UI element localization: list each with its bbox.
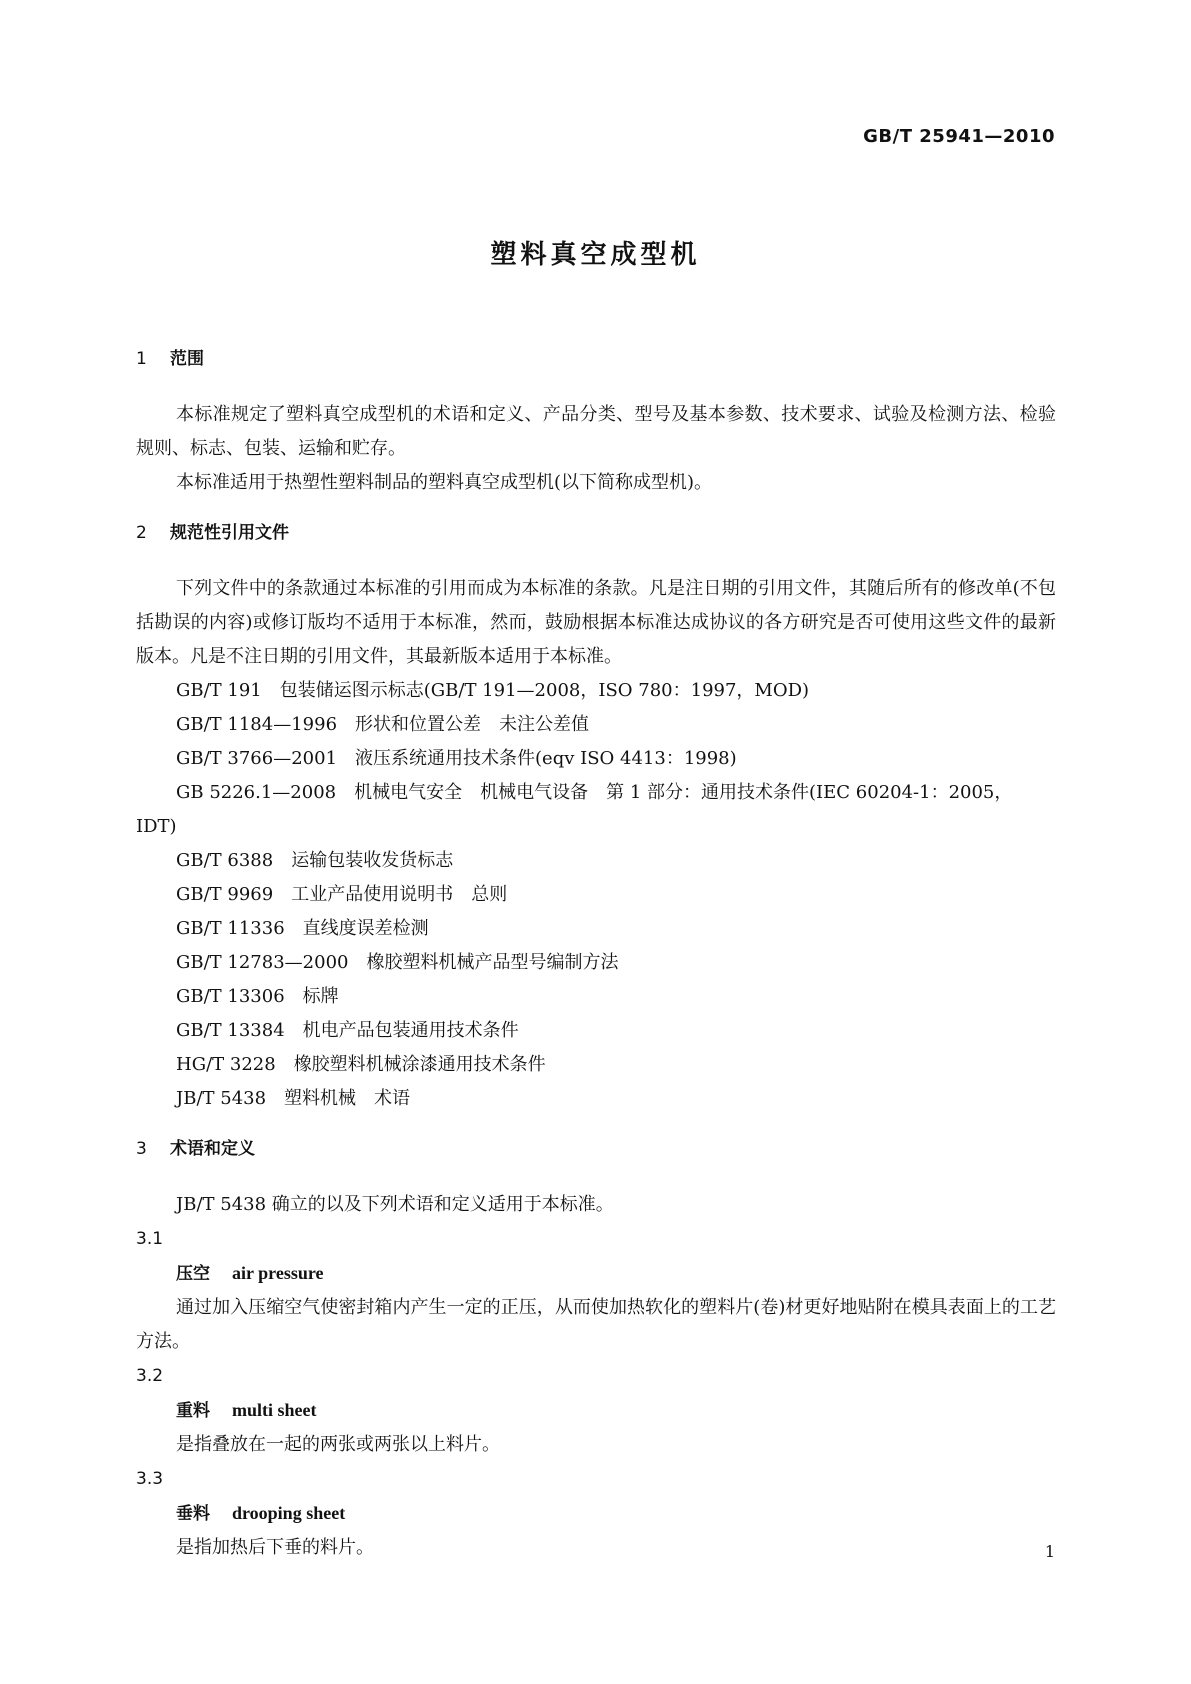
reference-code: GB/T 9969: [176, 884, 274, 905]
reference-title: 橡胶塑料机械涂漆通用技术条件: [293, 1054, 546, 1075]
reference-title: 机电产品包装通用技术条件: [302, 1020, 519, 1041]
reference-title: 液压系统通用技术条件(eqv ISO 4413：1998): [355, 748, 737, 769]
term-zh: 压空: [176, 1264, 210, 1284]
section-number: 3: [136, 1139, 147, 1159]
reference-item: [136, 776, 1056, 810]
reference-code: GB/T 13306: [176, 986, 285, 1007]
reference-title: 工业产品使用说明书 总则: [291, 884, 508, 905]
reference-code: GB/T 1184—1996: [176, 714, 338, 735]
reference-code: GB/T 11336: [176, 918, 285, 939]
paragraph: 本标准规定了塑料真空成型机的术语和定义、产品分类、型号及基本参数、技术要求、试验及检测方法、检验规则、标志、包装、运输和贮存。: [136, 404, 1056, 459]
reference-code: JB/T 5438: [176, 1088, 267, 1109]
section-heading-normative-references: [136, 516, 1056, 550]
reference-title: 塑料机械 术语: [284, 1088, 411, 1109]
reference-title: 形状和位置公差 未注公差值: [355, 714, 590, 735]
section-number: 2: [136, 523, 147, 543]
term-en: drooping sheet: [232, 1503, 346, 1523]
reference-item: [136, 912, 1056, 946]
paragraph: 本标准适用于热塑性塑料制品的塑料真空成型机(以下简称成型机)。: [176, 472, 713, 493]
paragraph: JB/T 5438 确立的以及下列术语和定义适用于本标准。: [176, 1194, 614, 1215]
reference-title: 包装储运图示标志(GB/T 191—2008，ISO 780：1997，MOD): [279, 680, 810, 701]
reference-item: [136, 1014, 1056, 1048]
term-zh: 重料: [176, 1401, 210, 1421]
term-heading: [136, 1256, 1056, 1291]
document-title: 塑料真空成型机: [490, 240, 701, 270]
reference-code: GB/T 3766—2001: [176, 748, 338, 769]
term-en: multi sheet: [232, 1400, 317, 1420]
section-heading-terms-definitions: [136, 1132, 1056, 1166]
reference-title: 橡胶塑料机械产品型号编制方法: [366, 952, 619, 973]
paragraph: 下列文件中的条款通过本标准的引用而成为本标准的条款。凡是注日期的引用文件，其随后所有的修改单(不包括勘误的内容)或修订版均不适用于本标准，然而，鼓励根据本标准达成协议的各方研究是否可使用这些文件的最新版本。凡是不注日期的引用文件，其最新版本适用于本标准。: [136, 578, 1056, 667]
reference-item: [136, 742, 1056, 776]
reference-item: [136, 1082, 1056, 1116]
term-number: 3.1: [136, 1229, 164, 1249]
reference-item: [136, 980, 1056, 1014]
reference-code: GB/T 13384: [176, 1020, 285, 1041]
term-en: air pressure: [232, 1263, 324, 1283]
reference-title: 运输包装收发货标志: [291, 850, 454, 871]
section-title: 术语和定义: [170, 1139, 255, 1159]
reference-item: [136, 844, 1056, 878]
section-title: 规范性引用文件: [170, 523, 289, 543]
document-body: [136, 342, 1056, 1565]
reference-code: HG/T 3228: [176, 1054, 276, 1075]
section-number: 1: [136, 349, 147, 369]
term-definition: 是指加热后下垂的料片。: [176, 1537, 374, 1558]
reference-code: GB/T 12783—2000: [176, 952, 349, 973]
reference-item: [136, 674, 1056, 708]
reference-item: [136, 946, 1056, 980]
section-title: 范围: [170, 349, 204, 369]
reference-code: GB/T 6388: [176, 850, 274, 871]
section-heading-scope: [136, 342, 1056, 376]
reference-title: 直线度误差检测: [302, 918, 429, 939]
reference-code: GB/T 191: [176, 680, 262, 701]
reference-code: GB 5226.1—2008: [176, 782, 337, 803]
reference-title: 机械电气安全 机械电气设备 第 1 部分：通用技术条件(IEC 60204-1：2005，: [354, 782, 1013, 803]
term-number: 3.3: [136, 1469, 164, 1489]
reference-item: [136, 878, 1056, 912]
reference-title: 标牌: [302, 986, 339, 1007]
term-number: 3.2: [136, 1366, 164, 1386]
term-heading: [136, 1393, 1056, 1428]
page-number: 1: [1044, 1542, 1055, 1561]
term-zh: 垂料: [176, 1504, 210, 1524]
reference-continuation: IDT): [136, 816, 177, 837]
reference-item: [136, 708, 1056, 742]
standard-number: GB/T 25941—2010: [863, 126, 1055, 147]
term-definition: 是指叠放在一起的两张或两张以上料片。: [176, 1434, 500, 1455]
term-heading: [136, 1496, 1056, 1531]
reference-item: [136, 1048, 1056, 1082]
term-definition: 通过加入压缩空气使密封箱内产生一定的正压，从而使加热软化的塑料片(卷)材更好地贴附在模具表面上的工艺方法。: [136, 1297, 1056, 1352]
